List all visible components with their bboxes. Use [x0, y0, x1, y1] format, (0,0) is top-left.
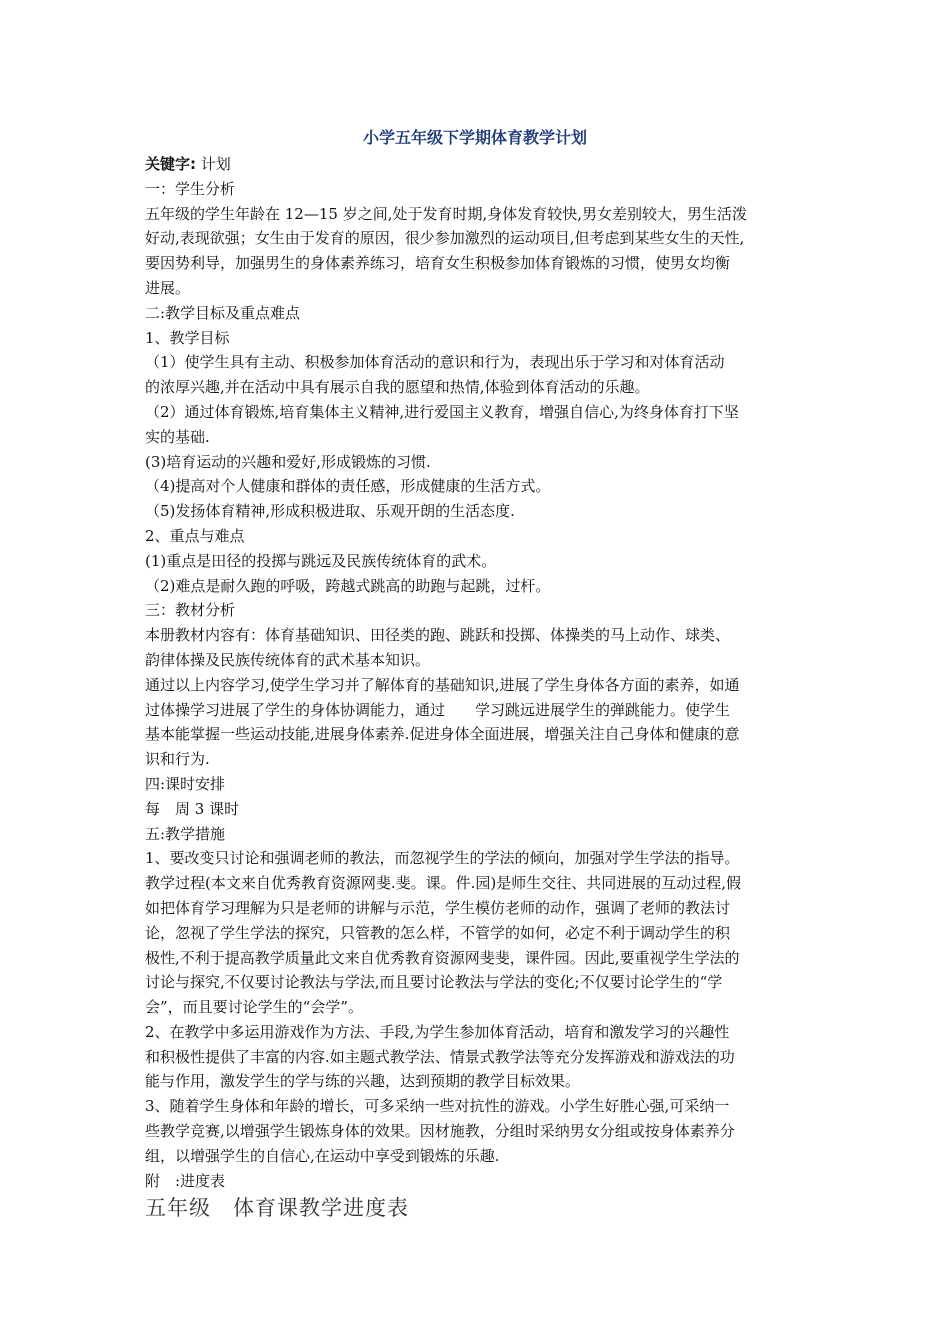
text-line: 和积极性提供了丰富的内容.如主题式教学法、情景式教学法等充分发挥游戏和游戏法的功 — [145, 1047, 735, 1066]
text-line: 些教学竞赛,以增强学生锻炼身体的效果。因材施教，分组时采纳男女分组或按身体素养分 — [145, 1122, 735, 1141]
text-line: 通过以上内容学习,使学生学习并了解体育的基础知识,进展了学生身体各方面的素养，如通 — [145, 675, 740, 694]
text-line: （4)提高对个人健康和群体的责任感，形成健康的生活方式。 — [145, 477, 551, 496]
text-line: 教学过程(本文来自优秀教育资源网斐.斐。课。件.园)是师生交往、共同进展的互动过程,假 — [145, 874, 742, 893]
text-line: 3、随着学生身体和年龄的增长，可多采纳一些对抗性的游戏。小学生好胜心强,可采纳一 — [145, 1097, 730, 1116]
text-line: （5)发扬体育精神,形成积极进取、乐观开朗的生活态度. — [145, 502, 515, 521]
text-line: 组，以增强学生的自信心,在运动中享受到锻炼的乐趣. — [145, 1146, 500, 1165]
text-line: （2）通过体育锻炼,培育集体主义精神,进行爱国主义教育，增强自信心,为终身体育打下坚 — [145, 402, 739, 421]
text-line: 识和行为. — [145, 750, 210, 769]
text-line: 五年级的学生年龄在 12—15 岁之间,处于发育时期,身体发育较快,男女差别较大，男生活泼 — [145, 204, 748, 223]
text-line: 一：学生分析 — [145, 179, 236, 198]
text-line: 本册教材内容有：体育基础知识、田径类的跑、跳跃和投掷、体操类的马上动作、球类、 — [145, 626, 731, 645]
progress-table-heading: 五年级 体育课教学进度表 — [145, 1196, 409, 1220]
text-line: 好动,表现欲强；女生由于发育的原因，很少参加激烈的运动项目,但考虑到某些女生的天性, — [145, 229, 745, 248]
text-line: （1）使学生具有主动、积极参加体育活动的意识和行为，表现出乐于学习和对体育活动 — [145, 353, 725, 372]
document-body — [145, 152, 825, 1193]
text-line: 1、教学目标 — [145, 328, 230, 347]
keyword-label: 关键字: — [145, 155, 196, 173]
text-line: 附 :进度表 — [145, 1171, 226, 1190]
text-line: （2)难点是耐久跑的呼吸，跨越式跳高的助跑与起跳，过杆。 — [145, 576, 551, 595]
text-line: 要因势利导，加强男生的身体素养练习，培育女生积极参加体育锻炼的习惯，使男女均衡 — [145, 254, 731, 273]
text-line: 1、要改变只讨论和强调老师的教法，而忽视学生的学法的倾向，加强对学生学法的指导。 — [145, 849, 740, 868]
text-line: 三：教材分析 — [145, 601, 236, 620]
text-line: 会”，而且要讨论学生的“会学”。 — [145, 998, 364, 1017]
document-title: 小学五年级下学期体育教学计划 — [362, 128, 587, 147]
text-line: 极性,不利于提高教学质量此文来自优秀教育资源网斐斐，课件园。因此,要重视学生学法的 — [145, 948, 740, 967]
text-line: 每 周 3 课时 — [145, 799, 240, 818]
text-line: (1)重点是田径的投掷与跳远及民族传统体育的武术。 — [145, 551, 497, 570]
text-line: 2、重点与难点 — [145, 526, 245, 545]
text-line: 进展。 — [145, 278, 191, 297]
text-line: 的浓厚兴趣,并在活动中具有展示自我的愿望和热情,体验到体育活动的乐趣。 — [145, 378, 650, 397]
text-line: 能与作用，激发学生的学与练的兴趣，达到预期的教学目标效果。 — [145, 1072, 581, 1091]
text-line: 四:课时安排 — [145, 774, 226, 793]
text-line: 2、在教学中多运用游戏作为方法、手段,为学生参加体育活动，培育和激发学习的兴趣性 — [145, 1022, 730, 1041]
text-line: 论，忽视了学生学法的探究，只管教的怎么样，不管学的如何，必定不利于调动学生的积 — [145, 923, 731, 942]
text-line: 实的基础. — [145, 427, 210, 446]
text-line: 二:教学目标及重点难点 — [145, 303, 301, 322]
keyword-line — [145, 152, 825, 177]
text-line: 基本能掌握一些运动技能,进展身体素养.促进身体全面进展，增强关注自己身体和健康的意 — [145, 725, 740, 744]
text-line: 讨论与探究,不仅要讨论教法与学法,而且要讨论教法与学法的变化;不仅要讨论学生的“学 — [145, 973, 723, 992]
text-line: 韵律体操及民族传统体育的武术基本知识。 — [145, 650, 431, 669]
text-line: (3)培育运动的兴趣和爱好,形成锻炼的习惯. — [145, 452, 431, 471]
text-line: 如把体育学习理解为只是老师的讲解与示范，学生模仿老师的动作，强调了老师的教法讨 — [145, 898, 731, 917]
text-line: 过体操学习进展了学生的身体协调能力，通过 学习跳远进展学生的弹跳能力。使学生 — [145, 700, 731, 719]
text-line: 五:教学措施 — [145, 824, 226, 843]
keyword-value: 计划 — [196, 155, 231, 173]
